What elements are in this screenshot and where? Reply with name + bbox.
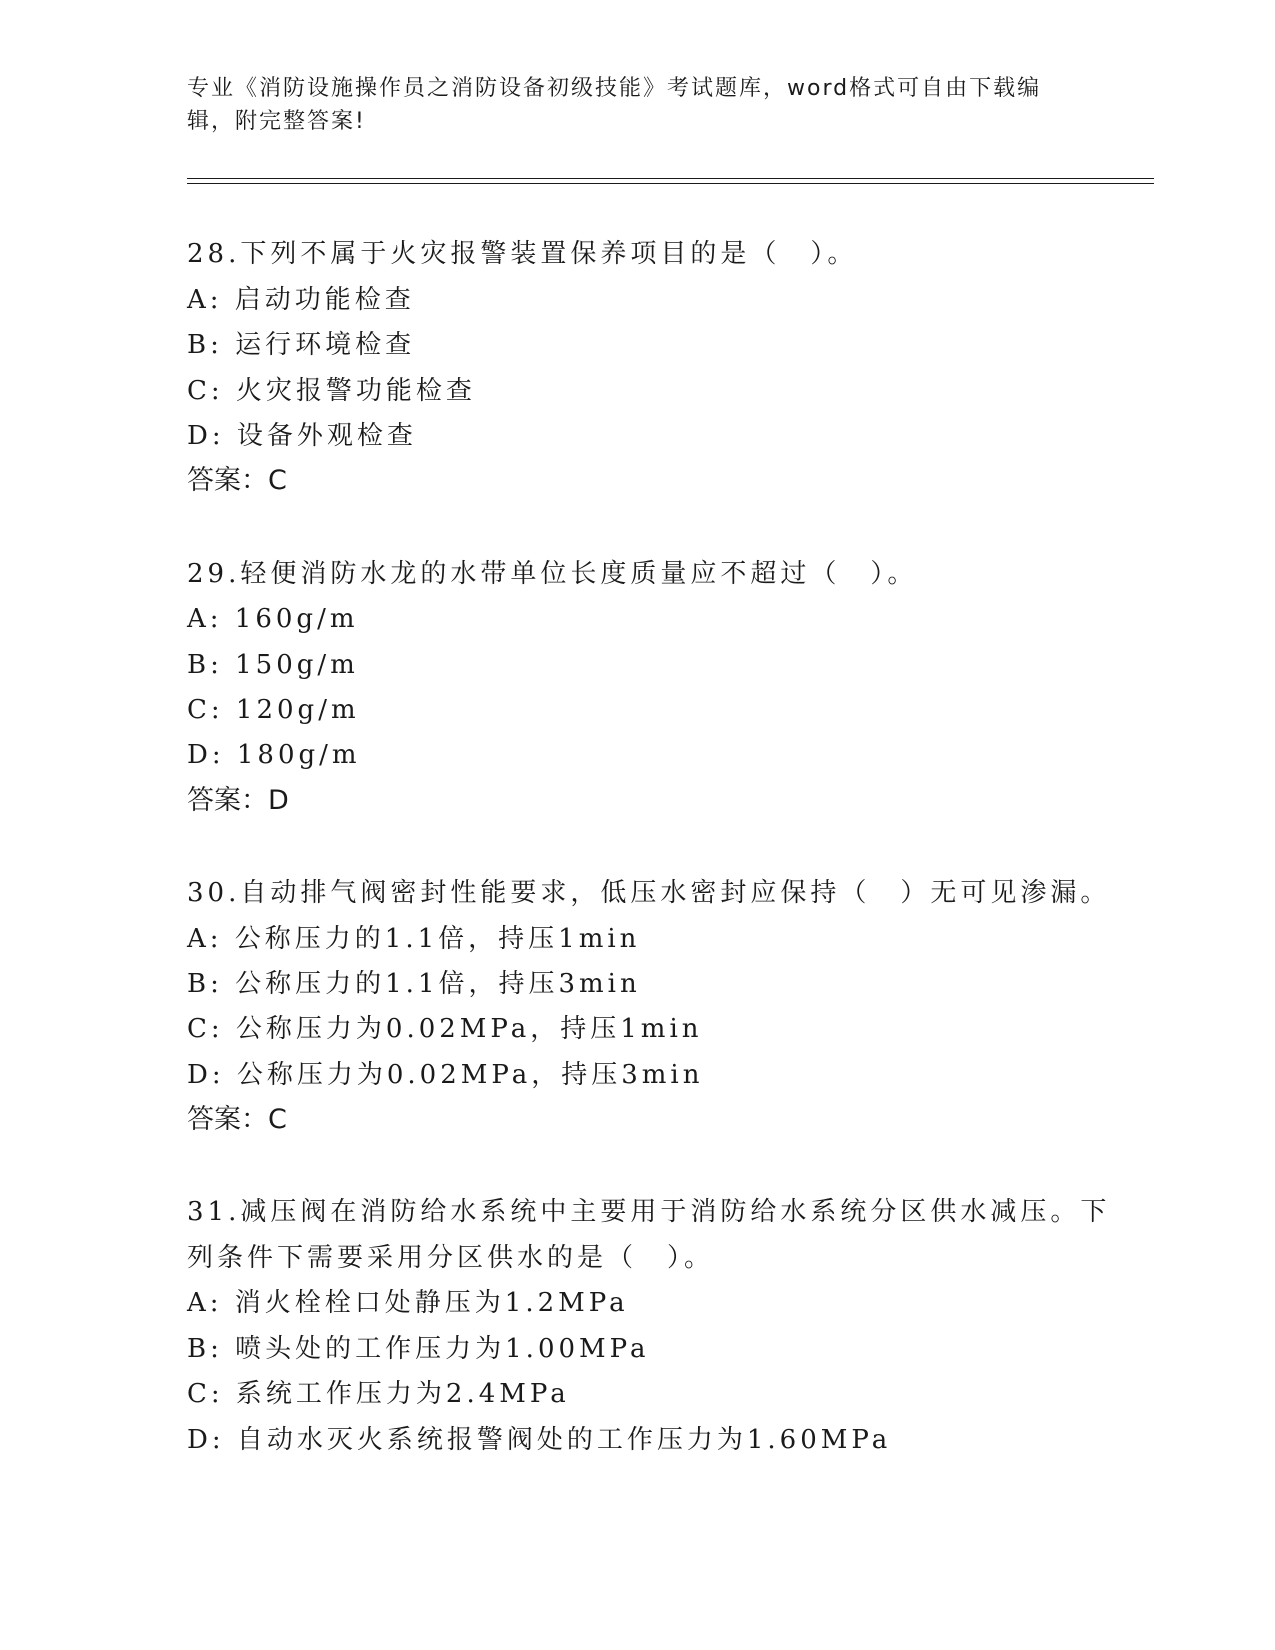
question-31-stem-line-1: 31.减压阀在消防给水系统中主要用于消防给水系统分区供水减压。下 [187,1197,1111,1227]
question-29-option-b: B: 150g/m [187,650,359,680]
question-31-option-b: B: 喷头处的工作压力为1.00MPa [187,1334,650,1364]
document-header [187,72,1067,138]
question-30-stem: 30.自动排气阀密封性能要求，低压水密封应保持（ ）无可见渗漏。 [187,878,1111,908]
question-31-stem-line-2: 列条件下需要采用分区供水的是（ ）。 [187,1243,715,1273]
question-28-option-d: D: 设备外观检查 [187,421,417,451]
header-line-2: 辑，附完整答案! [187,109,366,134]
question-30-option-a: A: 公称压力的1.1倍，持压1min [187,924,641,954]
question-29-answer: 答案：D [187,785,289,816]
header-divider-bottom [187,183,1154,184]
question-28-stem: 28.下列不属于火灾报警装置保养项目的是（ ）。 [187,239,858,269]
question-29-option-d: D: 180g/m [187,740,361,770]
question-31-option-a: A: 消火栓栓口处静压为1.2MPa [187,1288,629,1318]
question-30-option-c: C: 公称压力为0.02MPa，持压1min [187,1014,703,1044]
question-28-option-c: C: 火灾报警功能检查 [187,376,476,406]
question-28-answer: 答案：C [187,465,287,496]
question-29-option-a: A: 160g/m [187,604,359,634]
question-29-option-c: C: 120g/m [187,695,360,725]
question-31-option-c: C: 系统工作压力为2.4MPa [187,1379,570,1409]
question-30-option-d: D: 公称压力为0.02MPa，持压3min [187,1060,704,1090]
question-31-option-d: D: 自动水灭火系统报警阀处的工作压力为1.60MPa [187,1425,892,1455]
question-30-answer: 答案：C [187,1104,287,1135]
header-line-1: 专业《消防设施操作员之消防设备初级技能》考试题库，word格式可自由下载编 [187,76,1042,101]
question-30-option-b: B: 公称压力的1.1倍，持压3min [187,969,641,999]
question-29-stem: 29.轻便消防水龙的水带单位长度质量应不超过（ ）。 [187,559,918,589]
question-28-option-b: B: 运行环境检查 [187,330,416,360]
question-28-option-a: A: 启动功能检查 [187,285,415,315]
header-divider-top [187,178,1154,179]
